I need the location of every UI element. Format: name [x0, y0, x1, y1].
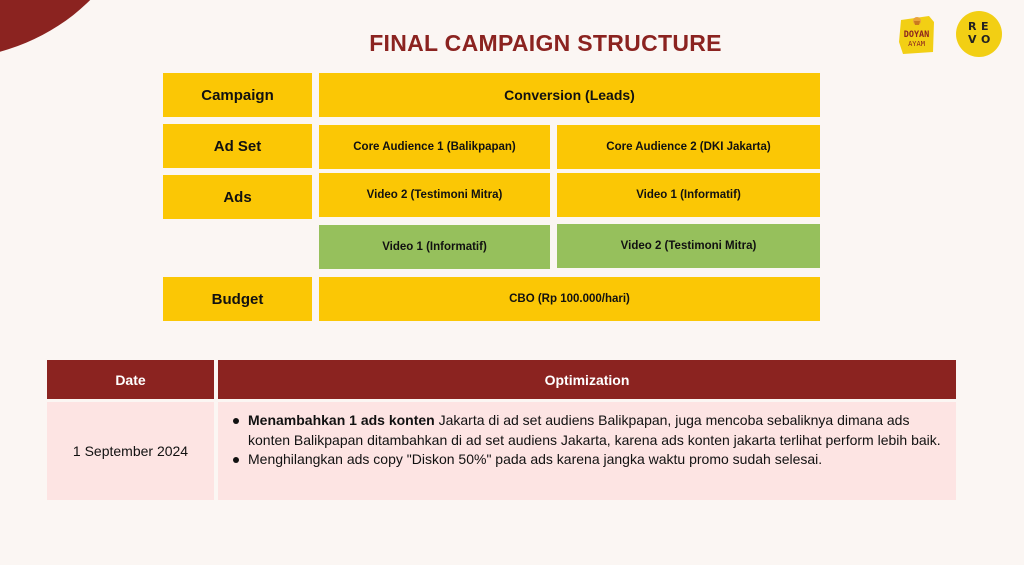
campaign-value: Conversion (Leads) — [319, 73, 820, 117]
doyan-logo-line2: AYAM — [908, 40, 925, 48]
optimization-item — [248, 450, 946, 470]
ads-row1-item-2: Video 1 (Informatif) — [557, 173, 820, 217]
revo-letter-e: E — [981, 20, 989, 33]
adset-label: Ad Set — [163, 124, 312, 168]
doyan-ayam-logo — [897, 12, 937, 55]
optimization-item — [248, 411, 946, 450]
optimization-item-bold: Menambahkan 1 ads konten — [248, 412, 435, 428]
budget-label: Budget — [163, 277, 312, 321]
adset-item-2: Core Audience 2 (DKI Jakarta) — [557, 125, 820, 169]
revo-letter-v: V — [968, 33, 977, 46]
ads-label: Ads — [163, 175, 312, 219]
table-header-optimization: Optimization — [218, 360, 956, 399]
ads-row2-item-2: Video 2 (Testimoni Mitra) — [557, 224, 820, 268]
campaign-label: Campaign — [163, 73, 312, 117]
optimization-item-text: Jakarta di ad set audiens Balikpapan, juga mencoba sebaliknya dimana ads konten Balikpapan ditambahkan di ad set audiens Jakarta, karena ads konten jakarta terlihat perform lebih baik. — [248, 412, 941, 448]
optimization-table — [47, 360, 956, 500]
table-cell-date: 1 September 2024 — [47, 402, 214, 500]
ads-row1-item-1: Video 2 (Testimoni Mitra) — [319, 173, 550, 217]
adset-item-1: Core Audience 1 (Balikpapan) — [319, 125, 550, 169]
revo-logo — [956, 11, 1002, 57]
revo-letter-r: R — [968, 20, 977, 33]
optimization-item-text: Menghilangkan ads copy "Diskon 50%" pada ads karena jangka waktu promo sudah selesai. — [248, 451, 823, 467]
page-title: FINAL CAMPAIGN STRUCTURE — [369, 30, 722, 56]
revo-letter-o: O — [981, 33, 991, 46]
ads-row2-item-1: Video 1 (Informatif) — [319, 225, 550, 269]
table-header-date: Date — [47, 360, 214, 399]
budget-value: CBO (Rp 100.000/hari) — [319, 277, 820, 321]
table-cell-optimization — [218, 402, 956, 500]
doyan-logo-line1: DOYAN — [903, 30, 930, 40]
optimization-list — [218, 402, 956, 470]
